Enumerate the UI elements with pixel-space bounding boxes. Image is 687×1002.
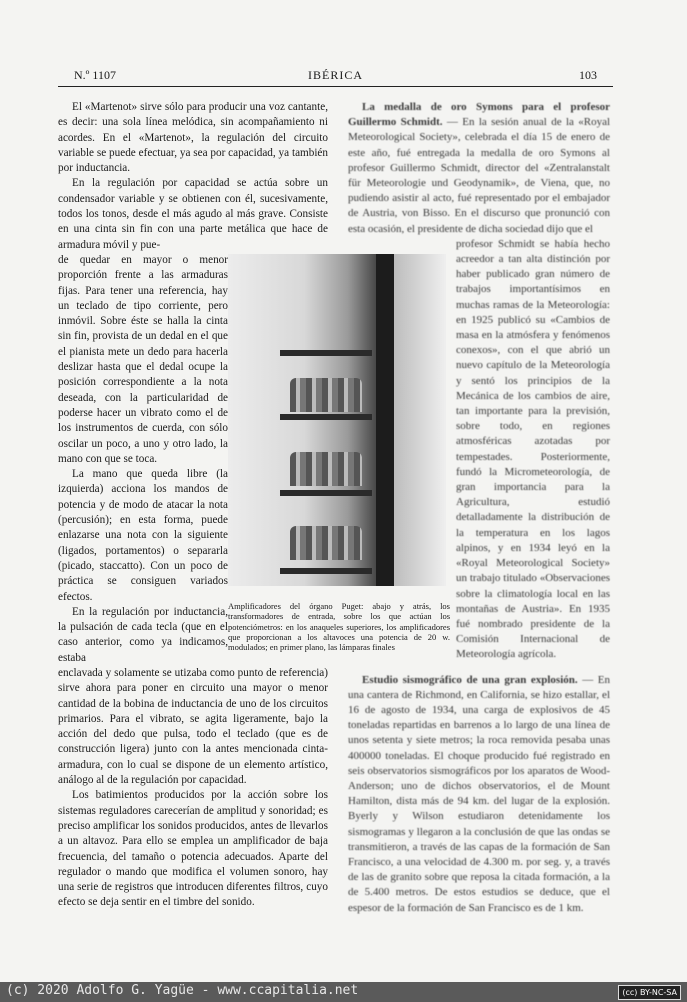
- cc-license-badge: (cc) BY-NC-SA: [618, 985, 681, 1000]
- copyright-footer: [0, 982, 687, 1002]
- paragraph: En la regulación por capacidad se actúa sobre un condensador variable y se obtienen con él, sucesivamente, todos los tonos, desde el más agudo al más grave. Consiste en una cinta sin fin con una parte metálica que hace de armadura móvil y pue-: [58, 177, 328, 251]
- section-title: Estudio sismográfico de una gran explosión.: [362, 673, 578, 686]
- paragraph: de quedar en mayor o menor proporción frente a las armaduras fijas. Para tener una referencia, hay un teclado de tipo corriente, pero inmóvil. Sobre éste se halla la cinta sin fin, provista de un dedal en el que el pianista mete un dedo para hacerla deslizar hasta que el dedal ocupe la posición correspondiente a la nota deseada, con la particularidad de poderse hacer un vibrato como el de los instrumentos de cuerda, con sólo oscilar un poco, a uno y otro lado, la mano con que se toca.: [58, 253, 228, 465]
- page-number: 103: [579, 68, 597, 82]
- running-header: [74, 68, 597, 86]
- header-rule: [58, 86, 613, 87]
- paragraph: La mano que queda libre (la izquierda) acciona los mandos de potencia y de modo de atacar la nota (percusión); en esta forma, puede enlazarse una nota con la siguiente (ligados, portamentos) o separarla (picado, staccatto). Con un poco de práctica se consiguen variados efectos.: [58, 468, 228, 603]
- section-text: profesor Schmidt se había hecho acreedor a tan alta distinción por haber publicado gran número de trabajos importantísimos en muchas ramas de la Meteorología: en 1925 publicó su «Cambios de masa en la atmósfera y fenómenos conexos», con el que abrió un nuevo capítulo de la Meteorología y sentó los principios de la Mecánica de los cambios de aire, tan importante para la previsión, sobre todo, en regiones atmosféricas azotadas por tempestades. Posteriormente, fundó la Micrometeorología, de gran importancia para la Agricultura, estudió detalladamente la distribución de la temperatura en los lagos alpinos, y en 1934 leyó en la «Royal Meteorological Society» un trabajo titulado «Observaciones sobre la climatología local en las montañas de Austria». En 1935 fué nombrado presidente de la Comisión Internacional de Meteorología agrícola.: [456, 237, 610, 661]
- section-title: La medalla de oro Symons para el profesor Guillermo Schmidt.: [348, 101, 610, 129]
- paragraph: El «Martenot» sirve sólo para producir una voz cantante, es decir: una sola línea melódica, sin acompañamiento ni acordes. En el «Martenot», la regulación del circuito variable se puede efectuar, ya sea por capacidad, ya también por inductancia.: [58, 101, 328, 175]
- figure-caption: Amplificadores del órgano Puget: abajo y atrás, los transformadores de entrada, sobre los que actúan los potenciómetros: en los anaqueles superiores, los amplificadores que proporcionan a los altavoces una potencia de 20 w. modulados; en primer plano, las lámparas finales: [228, 601, 450, 653]
- section-text: — En una cantera de Richmond, en California, se hizo estallar, el 16 de agosto de 1934, una carga de explosivos de 45 toneladas repartidas en barrenos a lo largo de una línea de unos setenta y siete metros; la roca removida pesaba unas 400000 toneladas. El choque producido fué registrado en seis observatorios sismográficos por los aparatos de Wood-Anderson; uno de dichos observatorios, el de Mount Hamilton, dista más de 94 km. del lugar de la explosión. Byerly y Wilson estudiaron detenidamente los sismogramas y llegaron a la conclusión de que las ondas se transmitieron, a través de las capas de la formación de San Francisco, a una velocidad de 4.300 m. por seg. y, a través de las de granito sobre que reposa la citada formación, a la de 5.400 metros. De estos estudios se deduce, que el espesor de la formación de San Francisco es de 1 km.: [348, 673, 610, 914]
- issue-number: N.º 1107: [74, 68, 116, 82]
- paragraph: Los batimientos producidos por la acción sobre los sistemas reguladores carecerían de amplitud y sonoridad; es preciso amplificar los sonidos producidos, antes de llevarlos a un altavoz. Para ello se emplea un amplificador de baja frecuencia, del tamaño o potencia adecuados. Aparte del regulador o mando que modifica el volumen sonoro, hay una serie de registros que introducen diferentes filtros, cuyo efecto se deja sentir en el timbre del sonido.: [58, 789, 328, 909]
- paragraph: En la regulación por inductancia, la pulsación de cada tecla (que en el caso anterior, como ya indicamos, estaba: [58, 605, 228, 664]
- journal-title: IBÉRICA: [308, 68, 363, 82]
- right-column: [348, 100, 610, 916]
- section-text: — En la sesión anual de la «Royal Meteorological Society», celebrada el día 15 de enero de este año, fué entregada la medalla de oro Symons al profesor Guillermo Schmidt, director del «Zentralanstalt für Meteorologie und Geodynamik», de Viena, que, no pudiendo asistir al acto, fué representado por el embajador de Austria, von Bisso. En el discurso que pronunció con esta ocasión, el presidente de dicha sociedad dijo que el: [348, 116, 611, 235]
- credit-text: (c) 2020 Adolfo G. Yagüe - www.ccapitalia.net: [6, 983, 359, 998]
- paragraph: enclavada y solamente se utizaba como punto de referencia) sirve ahora para poner en circuito una mayor o menor cantidad de la bobina de inductancia de uno de los circuitos primarios. Para el vibrato, se agita ligeramente, bajo la acción del dedo que pulsa, todo el teclado (que es de construcción ligera) junto con la antes mencionada cinta-armadura, con lo cual se dispone de un elemento artístico, análogo al de la regulación por capacidad.: [58, 666, 328, 787]
